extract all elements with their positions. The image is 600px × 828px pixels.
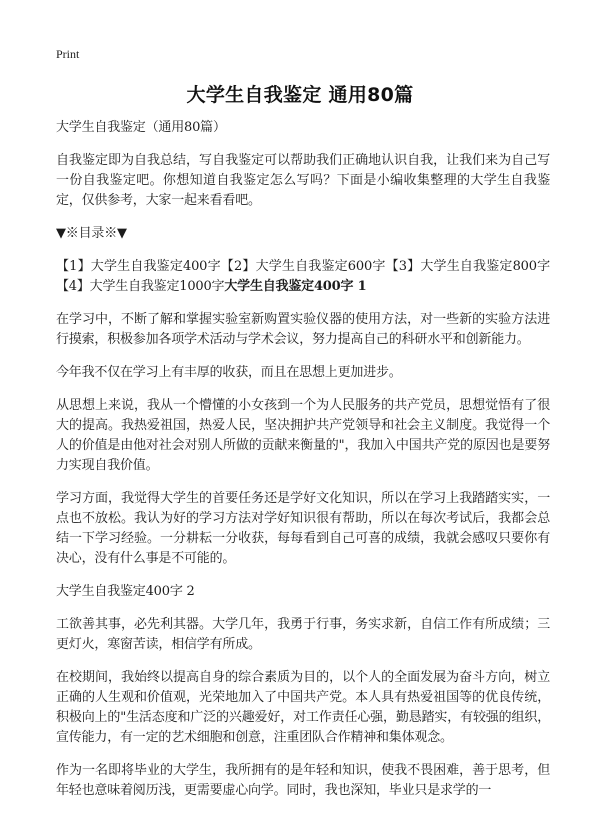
paragraph: 在学习中，不断了解和掌握实验室新购置实验仪器的使用方法，对一些新的实验方法进行摸索，积极参加各项学术活动与学术会议，努力提高自己的科研水平和创新能力。 <box>56 312 550 347</box>
intro-paragraph: 自我鉴定即为自我总结，写自我鉴定可以帮助我们正确地认识自我，让我们来为自己写一份自我鉴定吧。你想知道自我鉴定怎么写吗？下面是小编收集整理的大学生自我鉴定，仅供参考，大家一起来看看吧。 <box>56 153 550 208</box>
paragraph: 工欲善其事，必先利其器。大学几年，我勇于行事，务实求新，自信工作有所成绩；三更灯火，寒窗苦读，相信学有所成。 <box>56 617 550 652</box>
print-link[interactable]: Print <box>56 47 80 61</box>
toc-link-3[interactable]: 【3】大学生自我鉴定800字 <box>385 259 550 274</box>
paragraph: 在校期间，我始终以提高自身的综合素质为目的，以个人的全面发展为奋斗方向，树立正确的人生观和价值观，光荣地加入了中国共产党。本人具有热爱祖国等的优良传统，积极向上的"生活态度和广泛的兴趣爱好，对工作责任心强，勤恳踏实，有较强的组织，宣传能力，有一定的艺术细胞和创意，注重团队合作精神和集体观念。 <box>56 670 550 745</box>
paragraph: 作为一名即将毕业的大学生，我所拥有的是年轻和知识，使我不畏困难，善于思考，但年轻也意味着阅历浅，更需要虚心向学。同时，我也深知，毕业只是求学的一 <box>56 763 550 798</box>
toc-link-2[interactable]: 【2】大学生自我鉴定600字 <box>220 259 386 274</box>
paragraph: 学习方面，我觉得大学生的首要任务还是学好文化知识，所以在学习上我踏踏实实，一点也不放松。我认为好的学习方法对学好知识很有帮助，所以在每次考试后，我都会总结一下学习经验。一分耕耘一分收获，每每看到自己可喜的成绩，我就会感叹只要你有决心，没有什么事是不可能的。 <box>56 491 550 566</box>
section-2-heading: 大学生自我鉴定400字 2 <box>56 584 195 599</box>
article-body <box>56 118 550 814</box>
toc-link-1[interactable]: 【1】大学生自我鉴定400字 <box>56 259 221 274</box>
page-title: 大学生自我鉴定 通用80篇 <box>186 84 414 106</box>
table-of-contents <box>56 257 550 297</box>
section-1-heading: 大学生自我鉴定400字 1 <box>224 279 367 294</box>
toc-link-4[interactable]: 【4】大学生自我鉴定1000字 <box>56 279 225 294</box>
toc-marker: ▼※目录※▼ <box>56 226 127 241</box>
article-subtitle: 大学生自我鉴定（通用80篇） <box>56 120 226 135</box>
paragraph: 从思想上来说，我从一个懵懂的小女孩到一个为人民服务的共产党员，思想觉悟有了很大的提高。我热爱祖国，热爱人民，坚决拥护共产党领导和社会主义制度。我觉得一个人的价值是由他对社会对别人所做的贡献来衡量的"，我加入中国共产党的原因也是要努力实现自我价值。 <box>56 398 550 473</box>
paragraph: 今年我不仅在学习上有丰厚的收获，而且在思想上更加进步。 <box>56 365 402 380</box>
